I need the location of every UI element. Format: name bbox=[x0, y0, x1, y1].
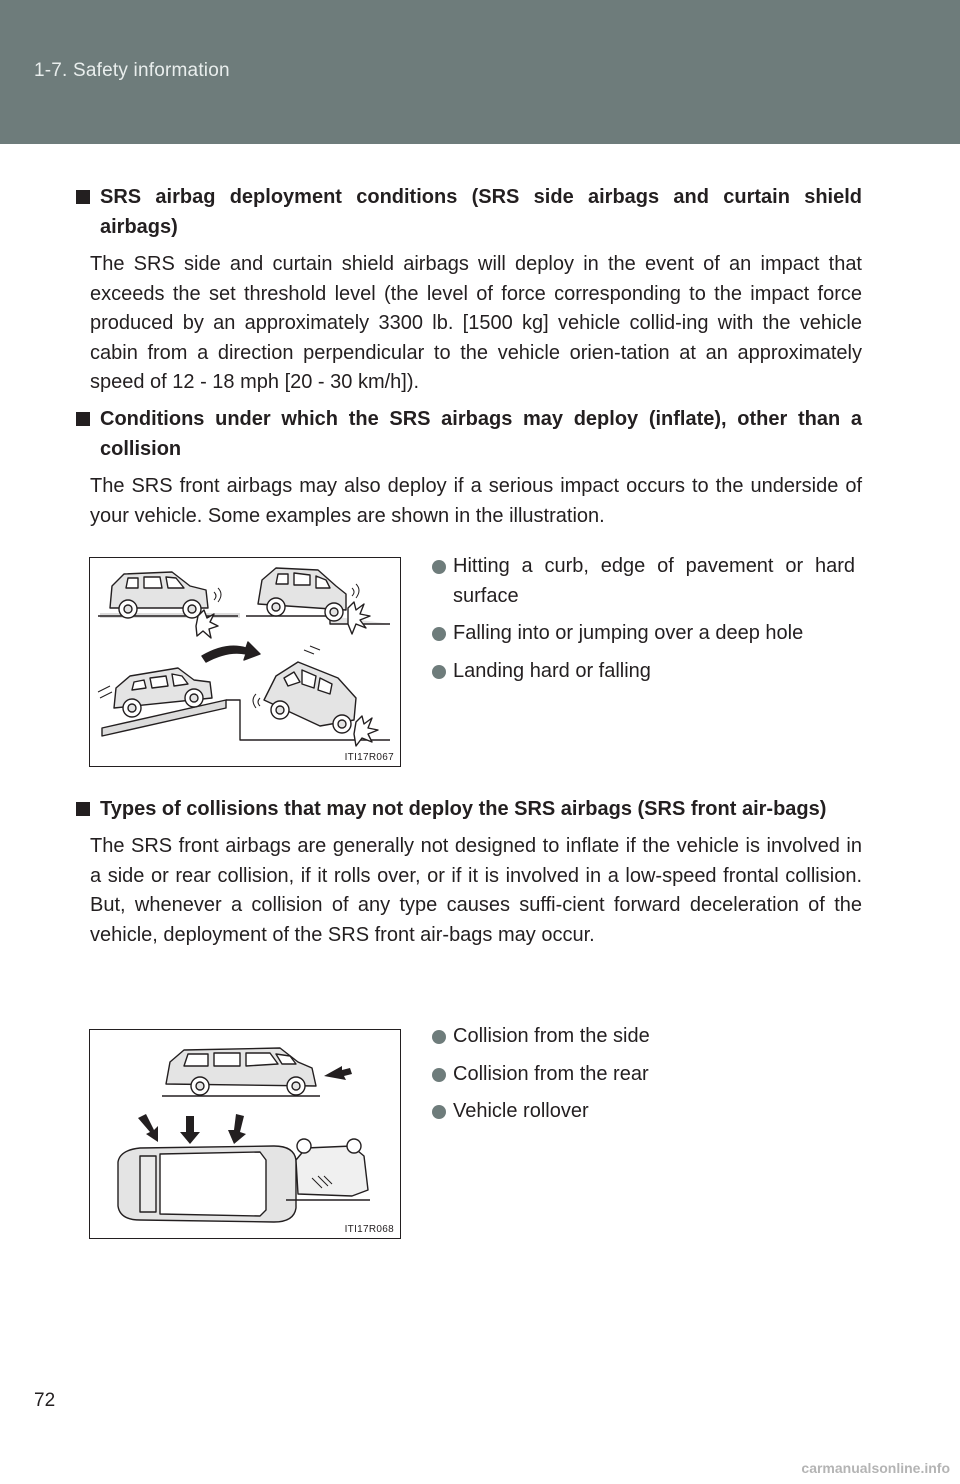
square-bullet-icon bbox=[76, 802, 90, 816]
illustration-underbody-impacts bbox=[89, 557, 401, 767]
round-bullet-icon bbox=[432, 1030, 446, 1044]
section-side-airbag-conditions bbox=[76, 182, 862, 398]
figure1-bullet-list bbox=[432, 552, 855, 694]
illustration-non-deploy-collisions bbox=[89, 1029, 401, 1239]
square-bullet-icon bbox=[76, 412, 90, 426]
round-bullet-icon bbox=[432, 665, 446, 679]
round-bullet-icon bbox=[432, 560, 446, 574]
round-bullet-icon bbox=[432, 627, 446, 641]
section-heading-text: Types of collisions that may not deploy the SRS airbags (SRS front air-bags) bbox=[100, 798, 827, 820]
round-bullet-icon bbox=[432, 1068, 446, 1082]
section-heading-text: Conditions under which the SRS airbags may deploy (inflate), other than a collision bbox=[100, 408, 862, 460]
section-body: The SRS front airbags are generally not designed to inflate if the vehicle is involved in a side or rear collision, if it rolls over, or if it is involved in a low-speed frontal collision. But, whenever a collision of any type causes suffi-cient forward deceleration of the vehicle, deployment of the SRS front air-bags may occur. bbox=[90, 835, 862, 946]
figure-code: ITI17R068 bbox=[344, 1224, 394, 1235]
section-heading bbox=[76, 182, 862, 242]
list-item: Hitting a curb, edge of pavement or hard surface bbox=[432, 552, 855, 611]
underbody-impact-drawing bbox=[90, 558, 400, 766]
section-non-deploy-collisions bbox=[76, 794, 862, 950]
list-item: Landing hard or falling bbox=[432, 657, 855, 687]
watermark: carmanualsonline.info bbox=[801, 1460, 950, 1476]
section-heading-text: SRS airbag deployment conditions (SRS side airbags and curtain shield airbags) bbox=[100, 186, 862, 238]
list-item: Collision from the side bbox=[432, 1022, 855, 1052]
collision-types-drawing bbox=[90, 1030, 400, 1238]
section-heading bbox=[76, 404, 862, 464]
section-title: 1-7. Safety information bbox=[34, 60, 230, 81]
list-item: Collision from the rear bbox=[432, 1060, 855, 1090]
figure-code: ITI17R067 bbox=[344, 752, 394, 763]
list-item: Falling into or jumping over a deep hole bbox=[432, 619, 855, 649]
section-non-collision-deploy bbox=[76, 404, 862, 531]
page-number: 72 bbox=[34, 1390, 56, 1411]
square-bullet-icon bbox=[76, 190, 90, 204]
page-header bbox=[0, 0, 960, 144]
section-heading bbox=[76, 794, 862, 824]
round-bullet-icon bbox=[432, 1105, 446, 1119]
list-item: Vehicle rollover bbox=[432, 1097, 855, 1127]
section-body: The SRS front airbags may also deploy if a serious impact occurs to the underside of your vehicle. Some examples are shown in the illustration. bbox=[90, 475, 862, 527]
figure2-bullet-list bbox=[432, 1022, 855, 1135]
section-body: The SRS side and curtain shield airbags will deploy in the event of an impact that exceeds the set threshold level (the level of force corresponding to the impact force produced by an approximately 3300 lb. [1500 kg] vehicle collid-ing with the vehicle cabin from a direction perpendicular to the vehicle orien-tation at an approximately speed of 12 - 18 mph [20 - 30 km/h]). bbox=[90, 253, 862, 393]
